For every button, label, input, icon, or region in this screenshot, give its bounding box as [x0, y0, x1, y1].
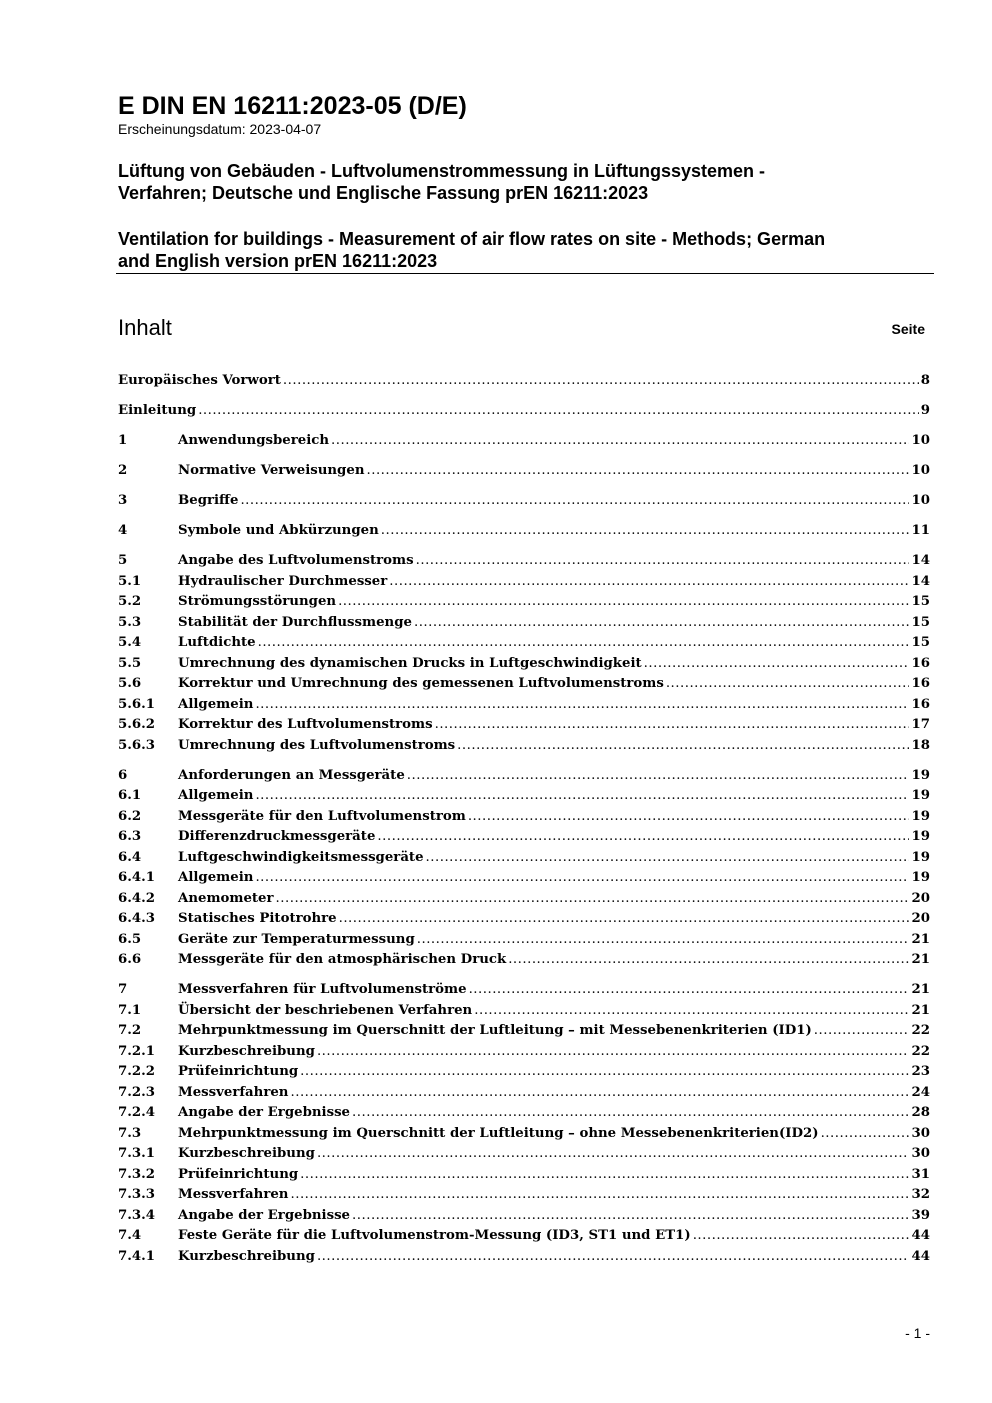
toc-entry-line [178, 766, 930, 787]
toc-entry-line [178, 431, 930, 452]
toc-entry-number: 5.3 [118, 614, 142, 630]
toc-entry-title: Mehrpunktmessung im Querschnitt der Luftleitung – mit Messebenenkriterien (ID1) [178, 1021, 814, 1042]
toc-entry-title: Umrechnung des dynamischen Drucks in Luftgeschwindigkeit [178, 654, 644, 675]
toc-entry-page: 18 [909, 736, 930, 757]
toc-entry-number: 5.2 [118, 594, 142, 609]
toc-entry-page: 39 [909, 1206, 930, 1227]
toc-entry[interactable] [118, 491, 930, 512]
toc-entry-page: 8 [919, 371, 930, 392]
toc-entry-line [178, 848, 930, 869]
toc-entry-page: 10 [909, 491, 930, 512]
toc-entry-line [178, 521, 930, 542]
toc-entry-page: 44 [909, 1226, 930, 1247]
toc-entry-line [178, 1206, 930, 1227]
toc-entry[interactable] [118, 848, 930, 869]
toc-entry-title: Messverfahren für Luftvolumenströme [178, 980, 469, 1001]
toc-entry-line [178, 1062, 930, 1083]
toc-entry-number: 6.5 [118, 931, 142, 947]
toc-entry[interactable] [118, 1021, 930, 1042]
toc-entry[interactable] [118, 1062, 930, 1083]
toc-entry-line [178, 1165, 930, 1186]
toc-entry-number: 6 [118, 767, 128, 783]
toc-entry-title: Begriffe [178, 491, 240, 512]
toc-page-column-label: Seite [891, 321, 925, 337]
toc-entry-line [178, 980, 930, 1001]
toc-entry-title: Geräte zur Temperaturmessung [178, 930, 417, 951]
toc-entry[interactable] [118, 431, 930, 452]
toc-entry-title: Anwendungsbereich [178, 431, 331, 452]
toc-dot-leader [693, 1226, 910, 1247]
toc-entry-number: 5.1 [118, 573, 142, 589]
toc-entry-number: 6.3 [118, 829, 142, 844]
toc-entry-page: 30 [909, 1124, 930, 1145]
toc-entry-number: 5.6 [118, 676, 142, 691]
toc-entry-line [178, 1083, 930, 1104]
toc-entry-number: 5.4 [118, 635, 142, 650]
toc-entry-line [178, 930, 930, 951]
toc-entry-page: 19 [909, 848, 930, 869]
toc-entry-number: 7.3.4 [118, 1207, 156, 1223]
toc-entry-line [178, 1001, 930, 1022]
toc-entry[interactable] [118, 980, 930, 1001]
german-title-line-2: Verfahren; Deutsche und Englische Fassung prEN 16211:2023 [118, 183, 649, 203]
toc-dot-leader [469, 980, 910, 1001]
toc-entry-page: 21 [909, 930, 930, 951]
toc-entry-page: 9 [919, 401, 930, 422]
toc-entry-page: 23 [909, 1062, 930, 1083]
toc-entry[interactable] [118, 1165, 930, 1186]
toc-entry-line [178, 491, 930, 512]
toc-entry-page: 14 [909, 551, 930, 572]
german-title-line-1: Lüftung von Gebäuden - Luftvolumenstrommessung in Lüftungssystemen - [118, 161, 766, 181]
toc-entry[interactable] [118, 889, 930, 910]
toc-entry[interactable] [118, 1247, 930, 1268]
toc-dot-leader [255, 868, 909, 889]
toc-dot-leader [381, 521, 910, 542]
toc-entry-line [178, 613, 930, 634]
toc-entry-line [178, 868, 930, 889]
toc-dot-leader [814, 1021, 910, 1042]
toc-entry-number: 1 [118, 433, 128, 448]
toc-entry[interactable] [118, 371, 930, 392]
toc-entry[interactable] [118, 786, 930, 807]
toc-entry[interactable] [118, 1103, 930, 1124]
toc-entry-page: 21 [909, 980, 930, 1001]
toc-entry-number: 3 [118, 493, 128, 508]
toc-entry[interactable] [118, 1185, 930, 1206]
toc-entry-title: Angabe des Luftvolumenstroms [178, 551, 416, 572]
toc-entry[interactable] [118, 1206, 930, 1227]
toc-entry-line [178, 551, 930, 572]
toc-entry-number: 7.4.1 [118, 1248, 156, 1264]
toc-entry-title: Strömungsstörungen [178, 592, 338, 613]
toc-dot-leader [468, 807, 910, 828]
toc-entry-title: Messgeräte für den atmosphärischen Druck [178, 950, 508, 971]
toc-entry[interactable] [118, 1226, 930, 1247]
toc-entry-title: Messgeräte für den Luftvolumenstrom [178, 807, 468, 828]
toc-entry-title: Messverfahren [178, 1083, 290, 1104]
toc-entry-page: 21 [909, 1001, 930, 1022]
toc-entry-number: 7.3.1 [118, 1146, 156, 1161]
toc-entry[interactable] [118, 766, 930, 787]
toc-entry-page: 11 [909, 521, 930, 542]
toc-entry-number: 6.1 [118, 788, 142, 803]
toc-entry-page: 16 [909, 695, 930, 716]
toc-dot-leader [290, 1083, 909, 1104]
toc-entry[interactable] [118, 654, 930, 675]
toc-entry-number: 7.3 [118, 1125, 142, 1141]
toc-dot-leader [417, 930, 910, 951]
toc-entry-number: 5.6.3 [118, 737, 156, 753]
toc-entry-number: 5.5 [118, 655, 142, 671]
toc-entry-title: Umrechnung des Luftvolumenstroms [178, 736, 457, 757]
toc-entry[interactable] [118, 1124, 930, 1145]
toc-entry[interactable] [118, 521, 930, 542]
toc-entry-line [178, 1021, 930, 1042]
toc-entry-line [178, 633, 930, 654]
toc-entry-page: 20 [909, 889, 930, 910]
publication-date: Erscheinungsdatum: 2023-04-07 [118, 121, 322, 137]
toc-heading: Inhalt [118, 315, 172, 340]
toc-entry-line [178, 950, 930, 971]
toc-entry-page: 20 [909, 909, 930, 930]
toc-entry-page: 15 [909, 633, 930, 654]
toc-entry-title: Kurzbeschreibung [178, 1247, 317, 1268]
toc-entry-page: 21 [909, 950, 930, 971]
toc-entry-line [178, 909, 930, 930]
toc-dot-leader [283, 371, 919, 392]
toc-entry[interactable] [118, 950, 930, 971]
toc-entry-line [178, 1103, 930, 1124]
toc-entry[interactable] [118, 613, 930, 634]
toc-entry-number: 5 [118, 553, 128, 568]
toc-entry-title: Prüfeinrichtung [178, 1062, 300, 1083]
toc-entry-line [178, 715, 930, 736]
toc-entry-line [178, 1042, 930, 1063]
toc-entry-number: 7.3.2 [118, 1166, 156, 1182]
toc-entry-title: Übersicht der beschriebenen Verfahren [178, 1001, 474, 1022]
toc-entry-page: 10 [909, 431, 930, 452]
toc-entry[interactable] [118, 736, 930, 757]
toc-dot-leader [240, 491, 909, 512]
toc-entry-number: 7 [118, 982, 128, 997]
toc-entry-line [178, 736, 930, 757]
toc-entry[interactable] [118, 868, 930, 889]
toc-entry-title: Allgemein [178, 868, 255, 889]
toc-entry-number: 6.4 [118, 849, 142, 865]
toc-entry[interactable] [118, 930, 930, 951]
toc-dot-leader [367, 461, 910, 482]
toc-entry-title: Feste Geräte für die Luftvolumenstrom-Messung (ID3, ST1 und ET1) [178, 1226, 693, 1247]
toc-entry-page: 16 [909, 674, 930, 695]
page-number: - 1 - [905, 1325, 930, 1341]
toc-entry[interactable] [118, 827, 930, 848]
toc-entry-page: 10 [909, 461, 930, 482]
toc-entry-page: 19 [909, 766, 930, 787]
toc-dot-leader [435, 715, 910, 736]
toc-entry-number: 6.4.1 [118, 870, 156, 885]
toc-entry[interactable] [118, 461, 930, 482]
toc-dot-leader [331, 431, 909, 452]
toc-entry-line [178, 827, 930, 848]
toc-entry[interactable] [118, 909, 930, 930]
toc-entry-page: 32 [909, 1185, 930, 1206]
toc-entry-title: Statisches Pitotrohre [178, 909, 339, 930]
toc-entry-page: 15 [909, 592, 930, 613]
toc-entry-line [178, 1185, 930, 1206]
toc-entry-title: Korrektur und Umrechnung des gemessenen Luftvolumenstroms [178, 674, 666, 695]
toc-entry-title: Prüfeinrichtung [178, 1165, 300, 1186]
title-divider [116, 273, 934, 274]
toc-entry-title: Angabe der Ergebnisse [178, 1103, 352, 1124]
toc-entry-page: 19 [909, 868, 930, 889]
toc-dot-leader [290, 1185, 909, 1206]
toc-entry-number: 7.3.3 [118, 1187, 156, 1202]
toc-entry-number: 7.1 [118, 1002, 142, 1018]
toc-entry-page: 19 [909, 807, 930, 828]
toc-entry-title: Allgemein [178, 695, 255, 716]
toc-entry-line [118, 401, 930, 422]
toc-entry-title: Allgemein [178, 786, 255, 807]
toc-dot-leader [338, 592, 909, 613]
toc-dot-leader [255, 786, 909, 807]
english-title-line-1: Ventilation for buildings - Measurement of air flow rates on site - Methods; German [118, 229, 826, 249]
toc-entry-page: 19 [909, 827, 930, 848]
toc-dot-leader [198, 401, 919, 422]
toc-dot-leader [644, 654, 910, 675]
toc-entry-line [178, 695, 930, 716]
toc-entry[interactable] [118, 572, 930, 593]
toc-entry[interactable] [118, 551, 930, 572]
toc-entry-page: 28 [909, 1103, 930, 1124]
toc-entry-page: 17 [909, 715, 930, 736]
toc-entry-page: 19 [909, 786, 930, 807]
toc-dot-leader [416, 551, 910, 572]
toc-entry-line [178, 592, 930, 613]
toc-entry-title: Kurzbeschreibung [178, 1042, 317, 1063]
toc-dot-leader [300, 1062, 909, 1083]
toc-dot-leader [317, 1247, 910, 1268]
toc-dot-leader [317, 1042, 910, 1063]
toc-dot-leader [317, 1144, 910, 1165]
toc-entry-number: 6.2 [118, 808, 142, 824]
toc-entry-title: Anforderungen an Messgeräte [178, 766, 407, 787]
toc-dot-leader [339, 909, 910, 930]
toc-entry-page: 31 [909, 1165, 930, 1186]
toc-entry-title: Hydraulischer Durchmesser [178, 572, 389, 593]
toc-entry-line [178, 786, 930, 807]
toc-entry-title: Mehrpunktmessung im Querschnitt der Luftleitung – ohne Messebenenkriterien(ID2) [178, 1124, 821, 1145]
toc-dot-leader [666, 674, 910, 695]
toc-entry-title: Angabe der Ergebnisse [178, 1206, 352, 1227]
toc-entry-line [178, 674, 930, 695]
toc-dot-leader [821, 1124, 910, 1145]
toc-entry[interactable] [118, 401, 930, 422]
toc-entry-line [178, 1247, 930, 1268]
toc-entry-page: 44 [909, 1247, 930, 1268]
toc-entry-number: 4 [118, 523, 128, 538]
toc-entry-number: 6.6 [118, 952, 142, 967]
english-title [118, 228, 933, 272]
document-id: E DIN EN 16211:2023-05 (D/E) [118, 92, 467, 120]
toc-entry-number: 6.4.3 [118, 911, 156, 926]
toc-dot-leader [352, 1206, 909, 1227]
toc-entry-line [178, 807, 930, 828]
toc-dot-leader [457, 736, 909, 757]
toc-entry[interactable] [118, 633, 930, 654]
toc-dot-leader [414, 613, 910, 634]
toc-entry-page: 14 [909, 572, 930, 593]
toc-entry-line [178, 572, 930, 593]
table-of-contents [118, 371, 930, 1267]
toc-dot-leader [255, 695, 909, 716]
toc-entry-page: 30 [909, 1144, 930, 1165]
toc-entry-title: Europäisches Vorwort [118, 371, 283, 392]
toc-dot-leader [300, 1165, 909, 1186]
toc-entry-line [178, 654, 930, 675]
toc-entry-number: 7.2.4 [118, 1105, 156, 1120]
toc-entry-title: Differenzdruckmessgeräte [178, 827, 377, 848]
toc-entry-title: Korrektur des Luftvolumenstroms [178, 715, 435, 736]
toc-entry[interactable] [118, 1042, 930, 1063]
toc-entry-number: 7.2.1 [118, 1043, 156, 1059]
toc-dot-leader [508, 950, 909, 971]
toc-entry[interactable] [118, 715, 930, 736]
toc-entry[interactable] [118, 592, 930, 613]
toc-entry-number: 7.2 [118, 1023, 142, 1038]
toc-entry-title: Messverfahren [178, 1185, 290, 1206]
toc-entry-page: 16 [909, 654, 930, 675]
toc-entry-line [178, 1144, 930, 1165]
toc-entry-page: 15 [909, 613, 930, 634]
toc-entry-number: 7.2.3 [118, 1084, 156, 1100]
toc-entry[interactable] [118, 1144, 930, 1165]
toc-entry-title: Einleitung [118, 401, 198, 422]
toc-entry-page: 22 [909, 1021, 930, 1042]
toc-entry-title: Luftdichte [178, 633, 258, 654]
toc-entry-number: 5.6.2 [118, 717, 156, 732]
toc-entry-title: Kurzbeschreibung [178, 1144, 317, 1165]
toc-entry[interactable] [118, 695, 930, 716]
toc-entry[interactable] [118, 807, 930, 828]
toc-entry-title: Luftgeschwindigkeitsmessgeräte [178, 848, 426, 869]
toc-entry-line [118, 371, 930, 392]
toc-entry-number: 6.4.2 [118, 890, 156, 906]
toc-entry-number: 2 [118, 463, 128, 478]
toc-entry-number: 5.6.1 [118, 696, 156, 712]
toc-entry-line [178, 1226, 930, 1247]
toc-entry-line [178, 1124, 930, 1145]
german-title [118, 160, 933, 204]
toc-entry-title: Anemometer [178, 889, 276, 910]
toc-entry[interactable] [118, 1083, 930, 1104]
toc-entry-title: Normative Verweisungen [178, 461, 367, 482]
toc-dot-leader [377, 827, 909, 848]
toc-entry[interactable] [118, 1001, 930, 1022]
toc-entry[interactable] [118, 674, 930, 695]
toc-entry-page: 24 [909, 1083, 930, 1104]
toc-dot-leader [407, 766, 910, 787]
toc-dot-leader [389, 572, 909, 593]
toc-dot-leader [352, 1103, 909, 1124]
toc-entry-line [178, 461, 930, 482]
toc-dot-leader [276, 889, 910, 910]
toc-entry-title: Stabilität der Durchflussmenge [178, 613, 414, 634]
toc-dot-leader [258, 633, 910, 654]
toc-entry-line [178, 889, 930, 910]
english-title-line-2: and English version prEN 16211:2023 [118, 251, 438, 271]
toc-entry-number: 7.4 [118, 1228, 142, 1243]
toc-entry-title: Symbole und Abkürzungen [178, 521, 381, 542]
toc-dot-leader [426, 848, 910, 869]
toc-entry-page: 22 [909, 1042, 930, 1063]
toc-entry-number: 7.2.2 [118, 1064, 156, 1079]
toc-dot-leader [474, 1001, 909, 1022]
